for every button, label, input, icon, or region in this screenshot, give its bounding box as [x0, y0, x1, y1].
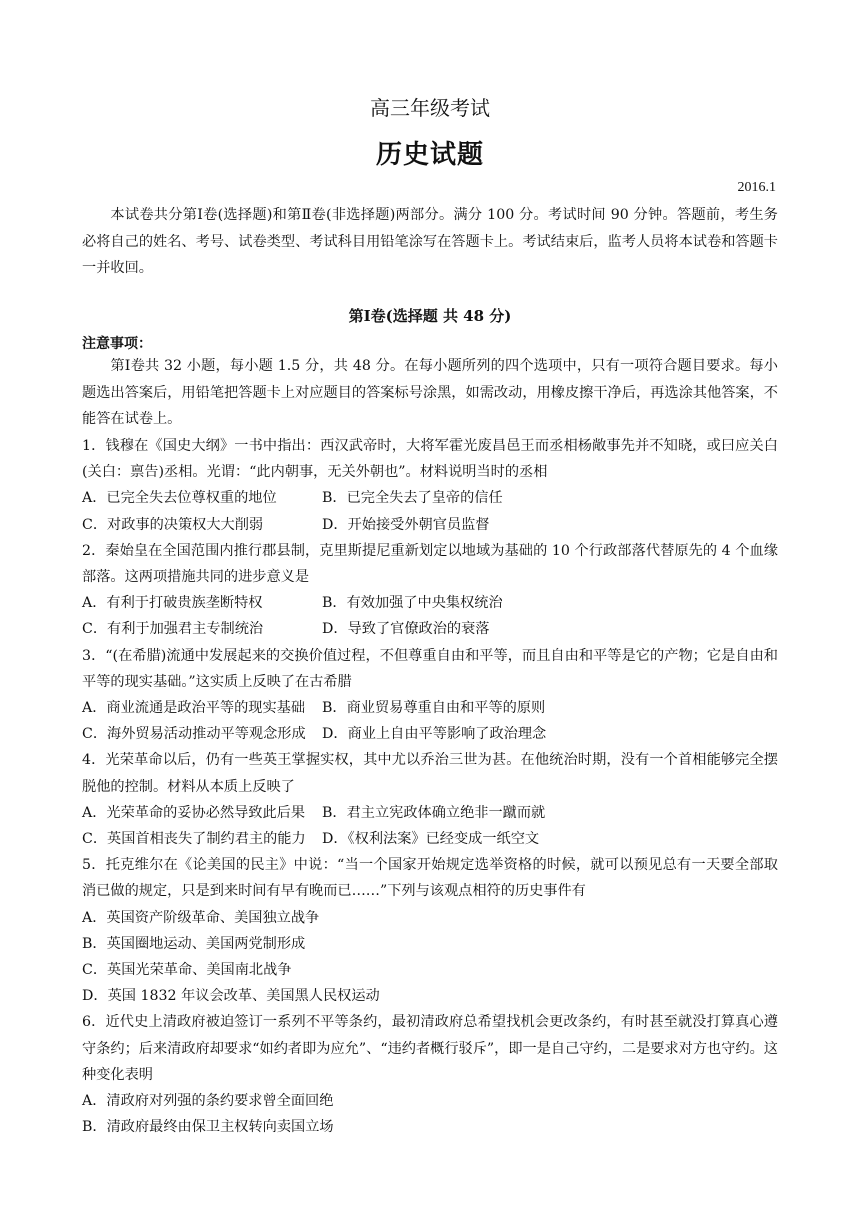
option-c: C．英国首相丧失了制约君主的能力	[82, 831, 306, 848]
option-a: A．英国资产阶级革命、美国独立战争	[82, 909, 320, 926]
option-row	[82, 695, 778, 721]
option-a: A．光荣革命的妥协必然导致此后果	[82, 804, 306, 821]
question-stem: 3．“(在希腊)流通中发展起来的交换价值过程，不但尊重自由和平等，而且自由和平等是它的产物；它是自由和平等的现实基础。”这实质上反映了在古希腊	[82, 647, 778, 690]
option-b: B．英国圈地运动、美国两党制形成	[82, 935, 306, 952]
option-d: D．开始接受外朝官员监督	[322, 516, 490, 533]
option-d: D．导致了官僚政治的衰落	[322, 621, 490, 638]
section-title: 第Ⅰ卷(选择题 共 48 分)	[348, 307, 512, 325]
exam-date: 2016.1	[737, 180, 776, 195]
option-d: D．《权利法案》已经变成一纸空文	[322, 831, 540, 848]
option-c: C．对政事的决策权大大削弱	[82, 516, 264, 533]
option-b: B．商业贸易尊重自由和平等的原则	[322, 700, 546, 717]
question-stem: 4．光荣革命以后，仍有一些英王掌握实权，其中尤以乔治三世为甚。在他统治时期，没有一个首相能够完全摆脱他的控制。材料从本质上反映了	[82, 752, 778, 795]
exam-subtitle: 高三年级考试	[370, 96, 490, 120]
intro-paragraph: 本试卷共分第Ⅰ卷(选择题)和第Ⅱ卷(非选择题)两部分。满分 100 分。考试时间 90 分钟。答题前，考生务必将自己的姓名、考号、试卷类型、考试科目用铅笔涂写在答题卡上。考试结束后，监考人员将本试卷和答题卡一并收回。	[82, 207, 778, 276]
notice-label: 注意事项：	[82, 336, 152, 352]
option-d: D．英国 1832 年议会改革、美国黑人民权运动	[82, 988, 380, 1005]
question-4	[82, 747, 778, 852]
question-stem: 5．托克维尔在《论美国的民主》中说：“当一个国家开始规定选举资格的时候，就可以预见总有一天要全部取消已做的规定，只是到来时间有早有晚而已……”下列与该观点相符的历史事件有	[82, 857, 778, 900]
question-6	[82, 1009, 778, 1140]
question-stem: 2．秦始皇在全国范围内推行郡县制，克里斯提尼重新划定以地域为基础的 10 个行政部落代替原先的 4 个血缘部落。这两项措施共同的进步意义是	[82, 542, 778, 586]
option-a: A．商业流通是政治平等的现实基础	[82, 700, 306, 717]
question-list	[82, 433, 778, 1140]
option-b: B．君主立宪政体确立绝非一蹴而就	[322, 804, 546, 821]
question-stem: 6．近代史上清政府被迫签订一系列不平等条约，最初清政府总希望找机会更改条约，有时甚至就没打算真心遵守条约；后来清政府却要求“如约者即为应允”、“违约者概行驳斥”，即一是自己守约，二是要求对方也守约。这种变化表明	[82, 1014, 778, 1083]
option-b: B．清政府最终由保卫主权转向卖国立场	[82, 1119, 334, 1136]
question-2	[82, 538, 778, 643]
option-row	[82, 800, 778, 826]
question-stem: 1．钱穆在《国史大纲》一书中指出：西汉武帝时，大将军霍光废昌邑王而丞相杨敞事先并不知晓，或曰应关白(关白：禀告)丞相。光谓：“此内朝事，无关外朝也”。材料说明当时的丞相	[82, 438, 778, 481]
notice-paragraph: 第Ⅰ卷共 32 小题，每小题 1.5 分，共 48 分。在每小题所列的四个选项中，只有一项符合题目要求。每小题选出答案后，用铅笔把答题卡上对应题目的答案标号涂黑，如需改动，用橡皮擦干净后，再选涂其他答案，不能答在试卷上。	[82, 358, 778, 427]
option-b: B．已完全失去了皇帝的信任	[322, 490, 503, 507]
option-row	[82, 616, 778, 642]
option-a: A．有利于打破贵族垄断特权	[82, 595, 263, 612]
option-row	[82, 826, 778, 852]
exam-title: 历史试题	[375, 140, 484, 170]
option-c: C．英国光荣革命、美国南北战争	[82, 962, 292, 979]
question-3	[82, 643, 778, 748]
option-row	[82, 721, 778, 747]
option-row	[82, 512, 778, 538]
question-5	[82, 852, 778, 1009]
option-b: B．有效加强了中央集权统治	[322, 595, 503, 612]
option-d: D．商业上自由平等影响了政治理念	[322, 726, 547, 743]
option-a: A．已完全失去位尊权重的地位	[82, 490, 277, 507]
option-c: C．海外贸易活动推动平等观念形成	[82, 726, 306, 743]
question-1	[82, 433, 778, 538]
option-row	[82, 590, 778, 616]
option-a: A．清政府对列强的条约要求曾全面回绝	[82, 1093, 334, 1110]
option-row	[82, 485, 778, 511]
option-c: C．有利于加强君主专制统治	[82, 621, 264, 638]
